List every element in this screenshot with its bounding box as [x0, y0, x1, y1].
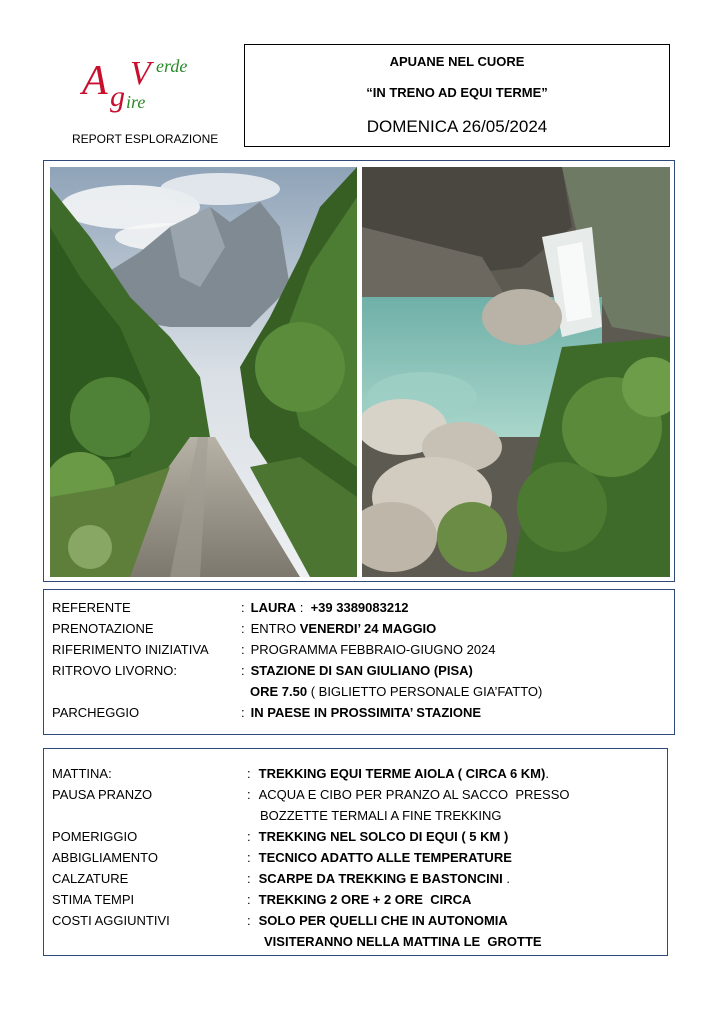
title-line-1: APUANE NEL CUORE	[389, 54, 525, 69]
value-text: ACQUA E CIBO PER PRANZO AL SACCO PRESSO	[258, 787, 570, 802]
value-text: ENTRO	[250, 621, 300, 636]
separator: :	[241, 663, 245, 678]
value-text: .	[545, 766, 549, 781]
info-value	[241, 642, 496, 658]
logo-text-erde: erde	[156, 56, 188, 76]
plan-label: MATTINA:	[52, 766, 112, 781]
plan-value	[247, 871, 510, 887]
value-text: ORE 7.50	[250, 684, 308, 699]
plan-value	[260, 808, 502, 824]
plan-value	[264, 934, 542, 950]
separator: :	[241, 600, 245, 615]
plan-label: PAUSA PRANZO	[52, 787, 153, 802]
logo-letter-g: g	[110, 80, 125, 113]
value-text: .	[502, 871, 510, 886]
value-text: VISITERANNO NELLA MATTINA LE GROTTE	[264, 934, 542, 949]
info-value	[241, 600, 409, 616]
title-line-2: “IN TRENO AD EQUI TERME”	[366, 85, 548, 100]
event-date: DOMENICA 26/05/2024	[366, 117, 548, 136]
value-text: SOLO PER QUELLI CHE IN AUTONOMIA	[258, 913, 508, 928]
separator: :	[247, 850, 251, 865]
value-text: TECNICO ADATTO ALLE TEMPERATURE	[258, 850, 512, 865]
river-pool-photo	[362, 167, 670, 577]
separator: :	[241, 621, 245, 636]
separator: :	[247, 787, 251, 802]
agv-logo	[80, 50, 210, 120]
logo-letter-v: V	[130, 55, 151, 92]
info-label: PRENOTAZIONE	[52, 621, 154, 636]
separator: :	[241, 705, 245, 720]
photo-frame	[43, 160, 675, 582]
mountain-road-photo	[50, 167, 357, 577]
value-text: LAURA	[250, 600, 297, 615]
value-text: ( BIGLIETTO PERSONALE GIA’FATTO)	[307, 684, 543, 699]
info-box	[43, 589, 675, 735]
separator: :	[247, 892, 251, 907]
logo-text-ire: ire	[126, 92, 146, 112]
info-value	[250, 684, 542, 700]
plan-value	[247, 913, 508, 929]
value-text: +39 3389083212	[310, 600, 409, 615]
title-box	[244, 44, 670, 147]
plan-value	[247, 766, 549, 782]
value-text: IN PAESE IN PROSSIMITA’ STAZIONE	[250, 705, 482, 720]
value-text: TREKKING NEL SOLCO DI EQUI ( 5 KM )	[258, 829, 509, 844]
value-text: VENERDI’ 24 MAGGIO	[299, 621, 437, 636]
plan-value	[247, 787, 570, 803]
plan-label: STIMA TEMPI	[52, 892, 135, 907]
info-value	[241, 663, 473, 679]
info-label: PARCHEGGIO	[52, 705, 140, 720]
value-text: SCARPE DA TREKKING E BASTONCINI	[258, 871, 503, 886]
plan-value	[247, 892, 471, 908]
plan-value	[247, 829, 508, 845]
info-value	[241, 705, 481, 721]
plan-value	[247, 850, 512, 866]
value-text: STAZIONE DI SAN GIULIANO (PISA)	[250, 663, 473, 678]
separator: :	[247, 913, 251, 928]
plan-label: COSTI AGGIUNTIVI	[52, 913, 170, 928]
report-subtitle: REPORT ESPLORAZIONE	[72, 132, 219, 146]
value-text: PROGRAMMA FEBBRAIO-GIUGNO 2024	[250, 642, 496, 657]
value-text: BOZZETTE TERMALI A FINE TREKKING	[260, 808, 502, 823]
separator: :	[247, 829, 251, 844]
plan-label: ABBIGLIAMENTO	[52, 850, 158, 865]
info-label: REFERENTE	[52, 600, 131, 615]
separator: :	[241, 642, 245, 657]
info-label: RITROVO LIVORNO:	[52, 663, 177, 678]
plan-label: POMERIGGIO	[52, 829, 138, 844]
separator: :	[247, 766, 251, 781]
separator: :	[247, 871, 251, 886]
value-text: :	[296, 600, 311, 615]
plan-box	[43, 748, 668, 956]
info-value	[241, 621, 436, 637]
value-text: TREKKING 2 ORE + 2 ORE CIRCA	[258, 892, 472, 907]
logo-letter-a: A	[82, 58, 108, 104]
info-label: RIFERIMENTO INIZIATIVA	[52, 642, 209, 657]
plan-label: CALZATURE	[52, 871, 129, 886]
value-text: TREKKING EQUI TERME AIOLA ( CIRCA 6 KM)	[258, 766, 546, 781]
